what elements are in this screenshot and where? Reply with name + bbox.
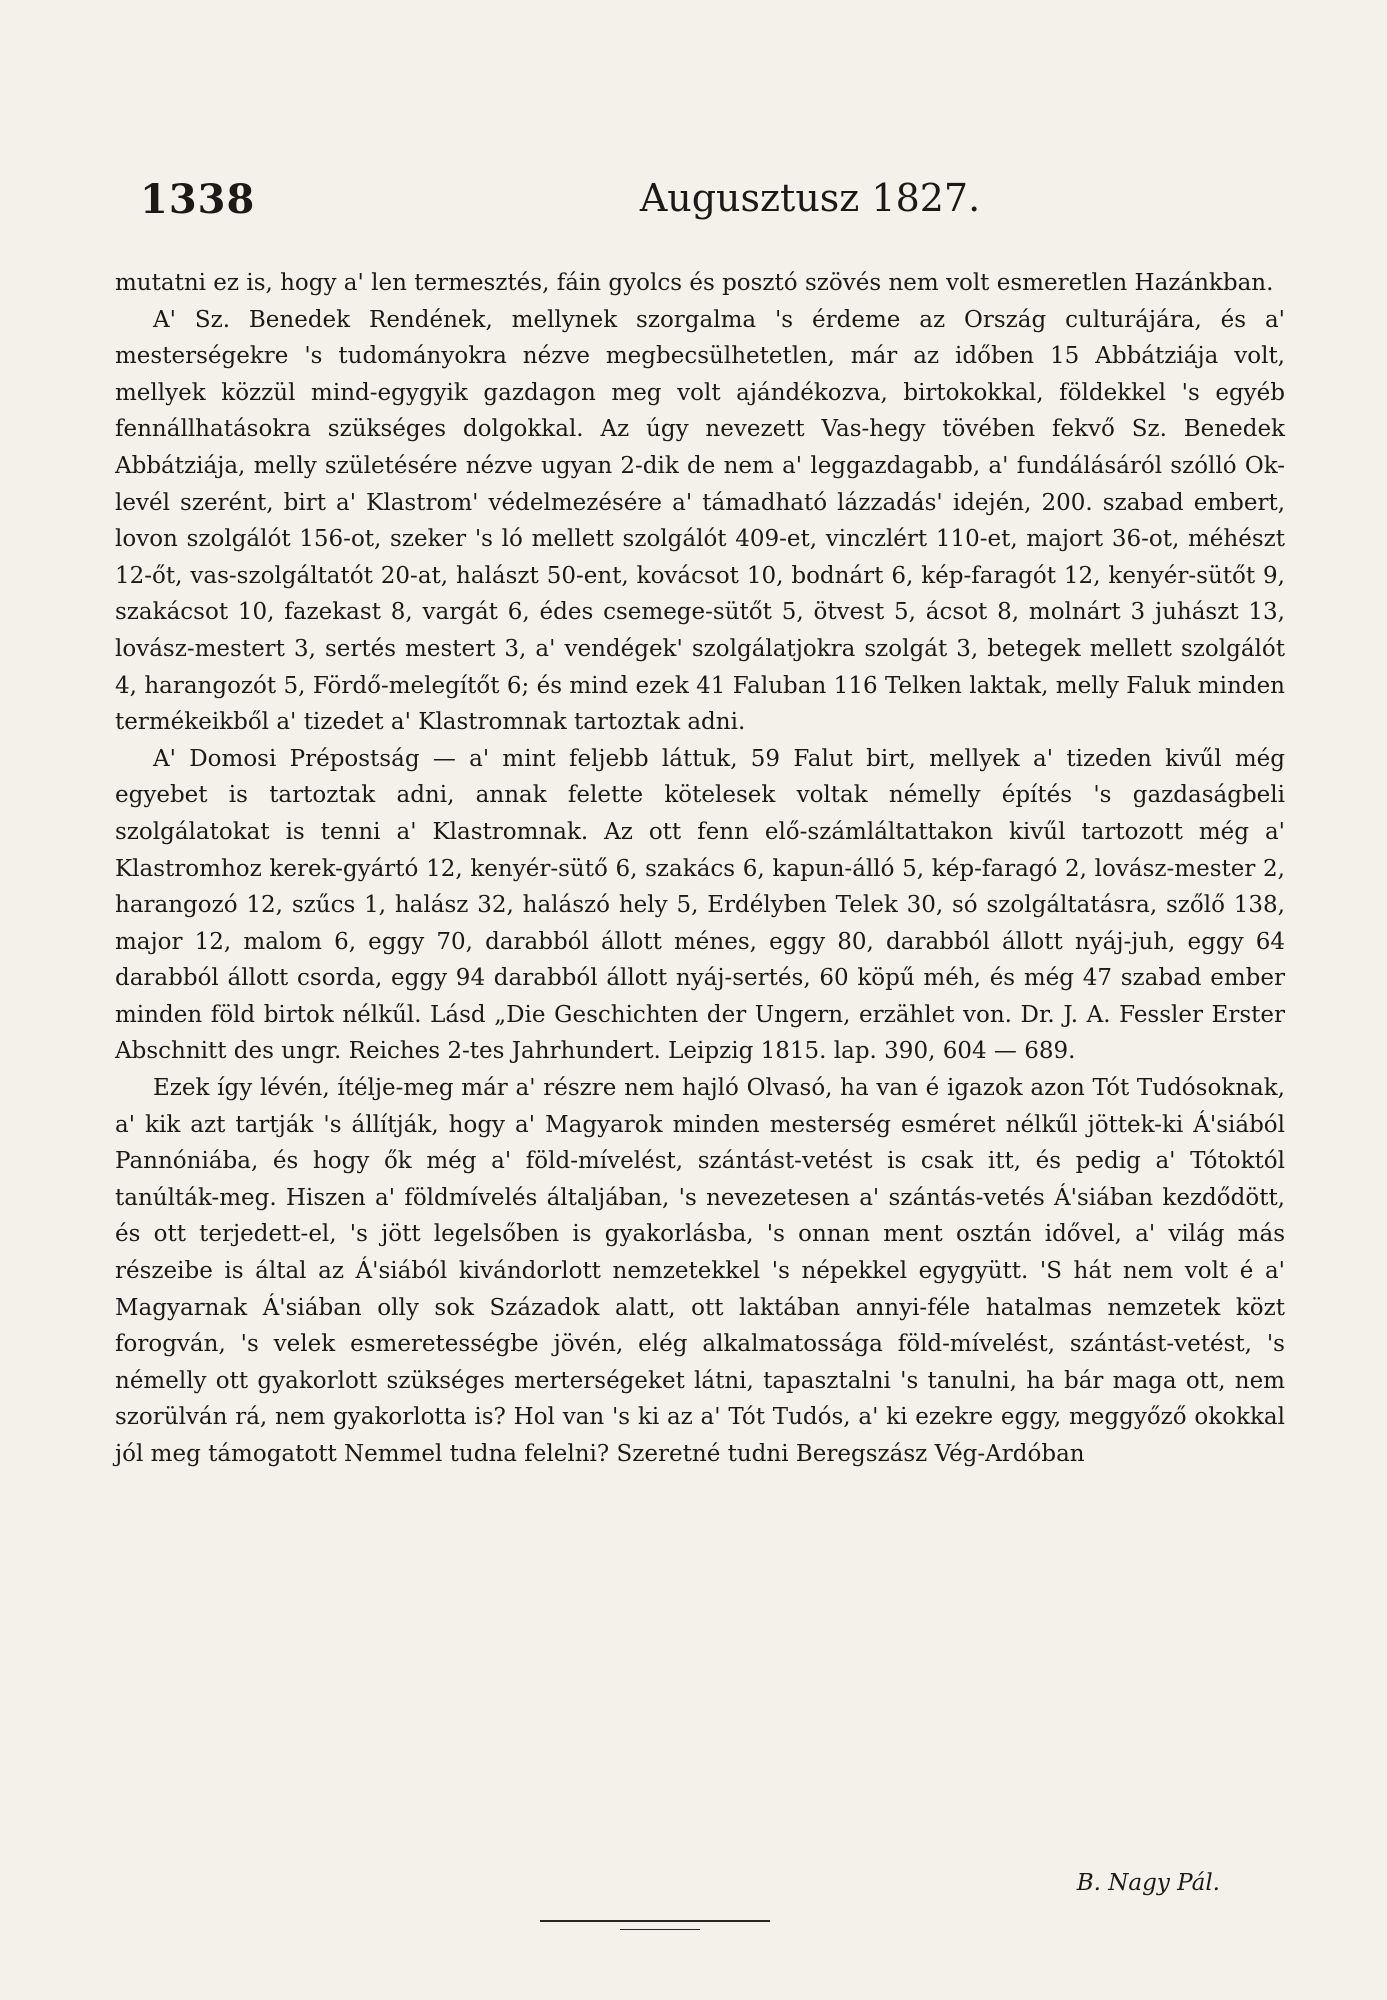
running-title: Augusztusz 1827. [639,176,981,220]
closing-rule [540,1920,770,1922]
closing-rule-short [620,1929,700,1930]
author-signature: B. Nagy Pál. [1076,1870,1220,1896]
paragraph-conclusion: Ezek így lévén, ítélje-meg már a' részre nem hajló Olvasó, ha van é igazok azon Tót Tudósoknak, a' kik azt tartják 's állítják, hogy a' Magyarok minden mesterség esméret nélkűl jöttek-ki Á'siából Pannóniába, és hogy ők még a' föld-mívelést, szántást-vetést is csak itt, és pedig a' Tótoktól tanúlták-meg. Hiszen a' földmívelés általjában, 's nevezetesen a' szántás-vetés Á'siában kezdődött, és ott terjedett-el, 's jött legelsőben is gyakorlásba, 's onnan ment osztán idővel, a' világ más részeibe is által az Á'siából kivándorlott nemzetekkel 's népekkel egygyütt. 'S hát nem volt é a' Magyarnak Á'siában olly sok Századok alatt, ott laktában annyi-féle hatalmas nemzetek közt forogván, 's velek esmeretességbe jövén, elég alkalmatossága föld-mívelést, szántást-vetést, 's némelly ott gyakorlott szükséges merterségeket látni, tapasztalni 's tanulni, ha bár maga ott, nem szorülván rá, nem gyakorlotta is? Hol van 's ki az a' Tót Tudós, a' ki ezekre eggy, meggyőző okokkal jól meg támogatott Nemmel tudna felelni? Szeretné tudni Beregszász Vég-Ardóban [115,1075,1285,1467]
paragraph-domos-provostry: A' Domosi Prépostság — a' mint feljebb láttuk, 59 Falut birt, mellyek a' tizeden kivűl még egyebet is tartoztak adni, annak felette kötelesek voltak némelly építés 's gazdaságbeli szolgálatokat is tenni a' Klastromnak. Az ott fenn elő-számláltattakon kivűl tartozott még a' Klastromhoz kerek-gyártó 12, kenyér-sütő 6, szakács 6, kapun-álló 5, kép-faragó 2, lovász-mester 2, harangozó 12, szűcs 1, halász 32, halászó hely 5, Erdélyben Telek 30, só szolgáltatásra, szőlő 138, major 12, malom 6, eggy 70, darabból állott ménes, eggy 80, darabból állott nyáj-juh, eggy 64 darabból állott csorda, eggy 94 darabból állott nyáj-sertés, 60 köpű méh, és még 47 szabad ember minden föld birtok nélkűl. Lásd „Die Geschichten der Ungern, erzählet von. Dr. J. A. Fessler Erster Abschnitt des ungr. Reiches 2-tes Jahrhundert. Leipzig 1815. lap. 390, 604 — 689. [115,745,1285,1065]
paragraph-benedictine: A' Sz. Benedek Rendének, mellynek szorgalma 's érdeme az Ország culturájára, és a' mesterségekre 's tudományokra nézve megbecsülhetetlen, már az időben 15 Abbátziája volt, mellyek közzül mind-egygyik gazdagon meg volt ajándékozva, birtokokkal, földekkel 's egyéb fennállhatásokra szükséges dolgokkal. Az úgy nevezett Vas-hegy tövében fekvő Sz. Benedek Abbátziája, melly születésére nézve ugyan 2-dik de nem a' leggazdagabb, a' fundálásáról szólló Ok-levél szerént, birt a' Klastrom' védelmezésére a' támadható lázzadás' idején, 200. szabad embert, lovon szolgálót 156-ot, szeker 's ló mellett szolgálót 409-et, vinczlért 110-et, majort 36-ot, méhészt 12-őt, vas-szolgáltatót 20-at, halászt 50-ent, kovácsot 10, bodnárt 6, kép-faragót 12, kenyér-sütőt 9, szakácsot 10, fazekast 8, vargát 6, édes csemege-sütőt 5, ötvest 5, ácsot 8, molnárt 3 juhászt 13, lovász-mestert 3, sertés mestert 3, a' vendégek' szolgálatjokra szolgát 3, betegek mellett szolgálót 4, harangozót 5, Fördő-melegítőt 6; és mind ezek 41 Faluban 116 Telken laktak, melly Faluk minden termékeikből a' tizedet a' Klastromnak tartoztak adni. [115,306,1285,736]
body-text [115,265,1285,1473]
page-header [140,176,1340,226]
page-number: 1338 [140,176,256,223]
paragraph-continuation: mutatni ez is, hogy a' len termesztés, fáin gyolcs és posztó szövés nem volt esmeretlen Hazánkban. [115,270,1274,296]
